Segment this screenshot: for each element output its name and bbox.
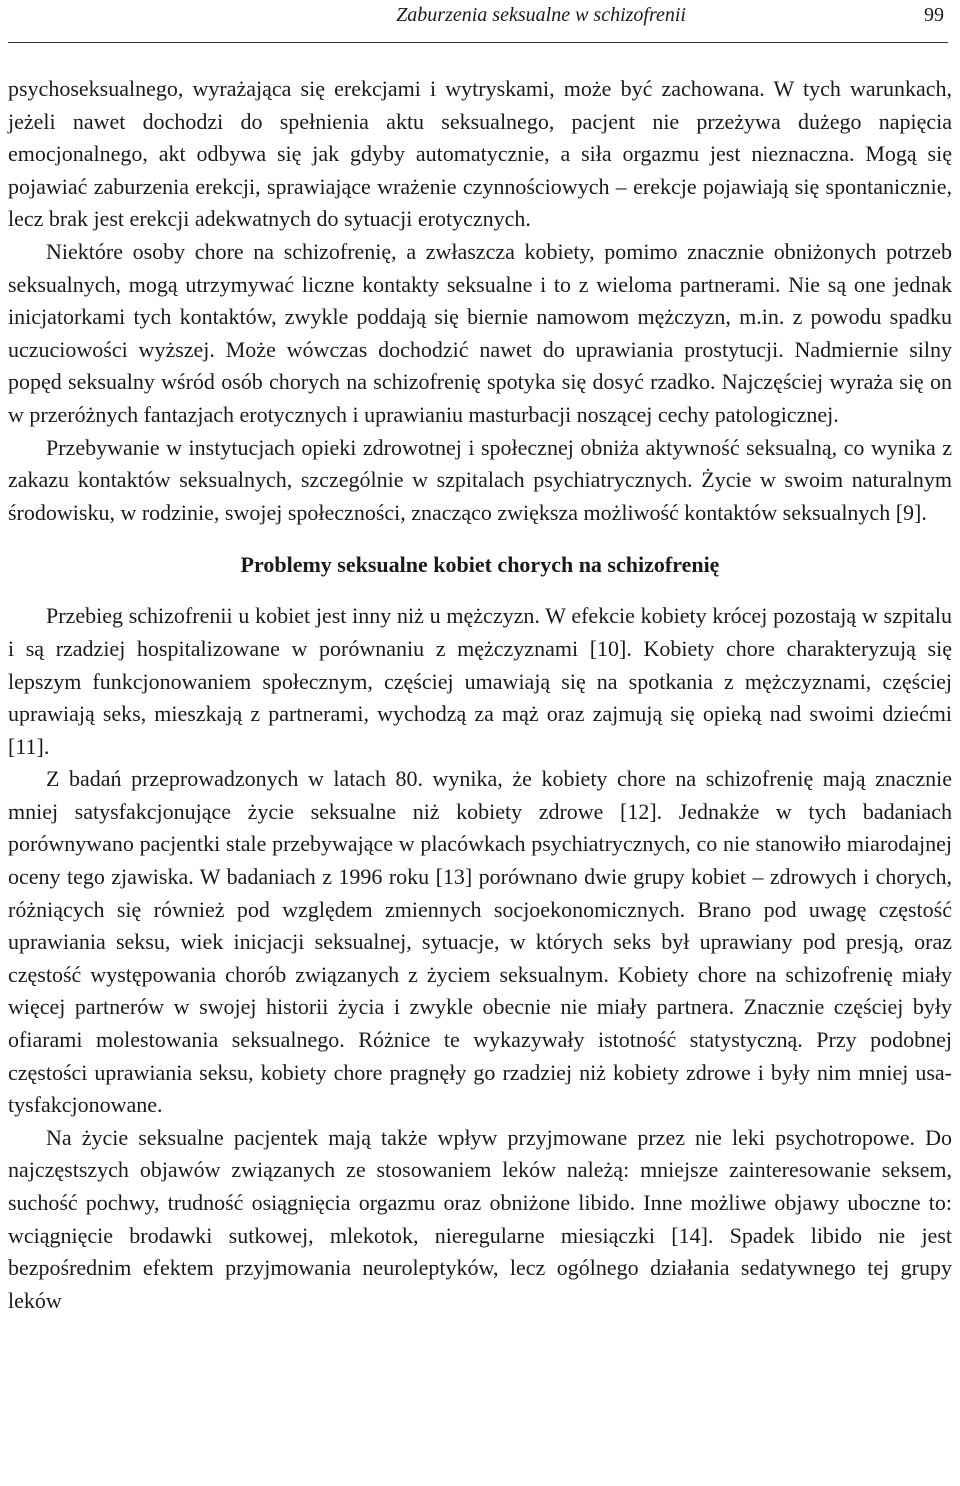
running-header — [8, 0, 948, 43]
paragraph-continuation: psychoseksualnego, wyrażająca się erekcjami i wytryskami, może być zachowana. W tych warunkach, jeżeli nawet dochodzi do spełnienia aktu seksualnego, pacjent nie przeżywa dużego napięcia emocjonalnego, akt odbywa się jak gdyby automatycznie, a siła orgazmu jest nieznaczna. Mogą się pojawiać zaburzenia erekcji, sprawiające wrażenie czynnościowych – erekcje pojawiają się spontanicznie, lecz brak jest erekcji adekwatnych do sytuacji erotycznych. — [8, 76, 952, 232]
paragraph: Niektóre osoby chore na schizofrenię, a zwłaszcza kobiety, pomimo znacznie obniżonych potrzeb seksualnych, mogą utrzymywać liczne kontakty seksualne i to z wieloma partnerami. Nie są one jednak inicjatorkami tych kontaktów, zwykle poddają się biernie namowom mężczyzn, m.in. z powodu spadku uczuciowości wyższej. Może wówczas dochodzić nawet do uprawiania prostytucji. Nadmiernie silny popęd seksualny wśród osób chorych na schizofrenię spotyka się dosyć rzadko. Najczęściej wyraża się on w przeróżnych fantazjach erotycznych i uprawianiu masturbacji noszącej cechy patologicznej. — [8, 238, 952, 427]
paragraph: Na życie seksualne pacjentek mają także wpływ przyjmowane przez nie leki psychotropowe. Do najczęstszych objawów związanych ze stosowaniem leków należą: mniejsze zainteresowanie seksem, suchość pochwy, trudność osiągnięcia orgazmu oraz obniżone libido. Inne możliwe objawy uboczne to: wciągnięcie brodawki sutkowej, mlekotok, nieregularne miesiączki [14]. Spadek libido nie jest bezpośrednim efektem przyjmowania neuroleptyków, lecz ogólnego działania sedatywnego tej grupy leków — [8, 1124, 952, 1313]
running-title: Zaburzenia seksualne w schizofrenii — [396, 4, 686, 26]
paragraph: Przebieg schizofrenii u kobiet jest inny niż u mężczyzn. W efekcie kobiety krócej pozostają w szpitalu i są rzadziej hospitalizowane w porównaniu z mężczyznami [10]. Kobiety chore charakteryzują się lepszym funkcjonowaniem społecznym, częściej umawiają się na spotkania z mężczyznami, częściej uprawiają seks, mieszkają z partnerami, wychodzą za mąż oraz zajmują się opieką nad swoimi dziećmi [11]. — [8, 603, 952, 759]
paragraph: Przebywanie w instytucjach opieki zdrowotnej i społecznej obniża aktywność seksualną, co wynika z zakazu kontaktów seksualnych, szczególnie w szpitalach psychiatrycznych. Życie w swoim naturalnym środowisku, w rodzinie, swojej społeczności, znacząco zwiększa możliwość kontaktów seksualnych [9]. — [8, 434, 952, 525]
document-body — [4, 73, 952, 1317]
paragraph: Z badań przeprowadzonych w latach 80. wynika, że kobiety chore na schizofrenię mają znacznie mniej satysfakcjonujące życie seksualne niż kobiety zdrowe [12]. Jednakże w tych badaniach porównywano pacjentki stale przebywające w placówkach psychiatrycznych, co nie stanowiło miarodajnej oceny tego zjawiska. W badaniach z 1996 roku [13] porównano dwie grupy kobiet – zdrowych i chorych, różniących się również pod względem zmiennych socjoekonomicznych. Brano pod uwagę częstość uprawiania seksu, wiek inicjacji seksualnej, sytuacje, w których seks był uprawiany pod presją, oraz częstość występowania chorób związanych z życiem seksualnym. Kobiety chore na schizofrenię miały więcej partnerów w swojej historii życia i zwykle obecnie nie miały partnera. Znacznie częściej były ofiarami molestowania seksualnego. Różnice te wykazywały istotność statystyczną. Przy podobnej częstości uprawiania seksu, kobiety chore pragnęły go rzadziej niż kobiety zdrowe i były nim mniej usatysfakcjonowane. — [8, 766, 952, 1118]
section-heading: Problemy seksualne kobiet chorych na schizofrenię — [240, 552, 720, 578]
page-number: 99 — [924, 4, 944, 26]
